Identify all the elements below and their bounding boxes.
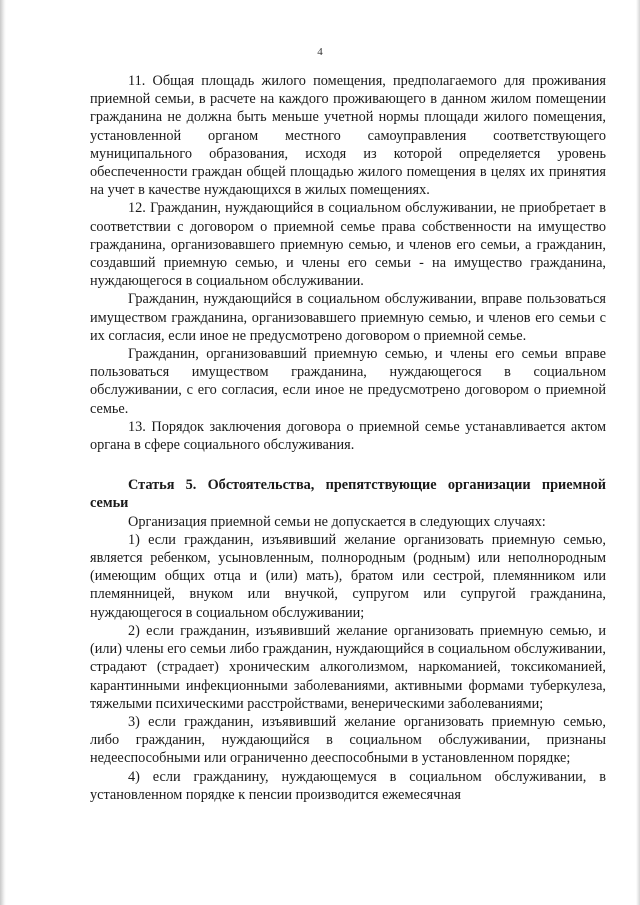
article-5-item-2: 2) если гражданин, изъявивший желание организовать приемную семью, и (или) члены его семьи либо гражданин, нуждающийся в социальном обслуживании, страдают (страдает) хроническим алкоголизмом, наркоманией, токсикоманией, карантинными инфекционными заболеваниями, активными формами туберкулеза, тяжелыми психическими расстройствами, венерическими заболеваниями; (90, 622, 606, 712)
paragraph-12-use-family-property: Гражданин, нуждающийся в социальном обслуживании, вправе пользоваться имуществом гражданина, организовавшего приемную семью, и членов его семьи с их согласия, если иное не предусмотрено договором о приемной семье. (90, 291, 606, 344)
article-5-heading: Статья 5. Обстоятельства, препятствующие организации приемной семьи (90, 477, 606, 512)
article-5-item-3: 3) если гражданин, изъявивший желание организовать приемную семью, либо гражданин, нуждающийся в социальном обслуживании, признаны недееспособными или ограниченно дееспособными в установленном порядке; (90, 713, 606, 767)
paragraph-11: 11. Общая площадь жилого помещения, предполагаемого для проживания приемной семьи, в расчете на каждого проживающего в данном жилом помещении гражданина не должна быть меньше учетной нормы площади жилого помещения, установленной органом местного самоуправления соответствующего муниципального образования, исходя из которой определяется уровень обеспеченности граждан общей площадью жилого помещения в целях их принятия на учет в качестве нуждающихся в жилых помещениях. (90, 73, 606, 199)
article-5-item-1: 1) если гражданин, изъявивший желание организовать приемную семью, является ребенком, усыновленным, полнородным (родным) или неполнородным (имеющим общих отца и (или) мать), братом или сестрой, племянником или племянницей, внуком или внучкой, супругом или супругой гражданина, нуждающегося в социальном обслуживании; (90, 531, 606, 621)
paragraph-12-use-citizen-property: Гражданин, организовавший приемную семью, и члены его семьи вправе пользоваться имуществом гражданина, нуждающегося в социальном обслуживании, с его согласия, если иное не предусмотрено договором о приемной семье. (90, 346, 606, 417)
article-5-intro: Организация приемной семьи не допускается в следующих случаях: (128, 513, 546, 530)
scan-shadow-left (0, 0, 6, 905)
article-5-item-4: 4) если гражданину, нуждающемуся в социальном обслуживании, в установленном порядке к пенсии производится ежемесячная (90, 768, 606, 803)
paragraph-13: 13. Порядок заключения договора о приемной семье устанавливается актом органа в сфере социального обслуживания. (90, 418, 606, 454)
paragraph-12: 12. Гражданин, нуждающийся в социальном обслуживании, не приобретает в соответствии с договором о приемной семье права собственности на имущество гражданина, организовавшего приемную семью, и членов его семьи, а гражданин, создавший приемную семью, и члены его семьи - на имущество гражданина, нуждающегося в социальном обслуживании. (90, 200, 606, 290)
page-number: 4 (317, 46, 323, 58)
scan-shadow-right (636, 0, 640, 905)
document-body (90, 72, 606, 804)
